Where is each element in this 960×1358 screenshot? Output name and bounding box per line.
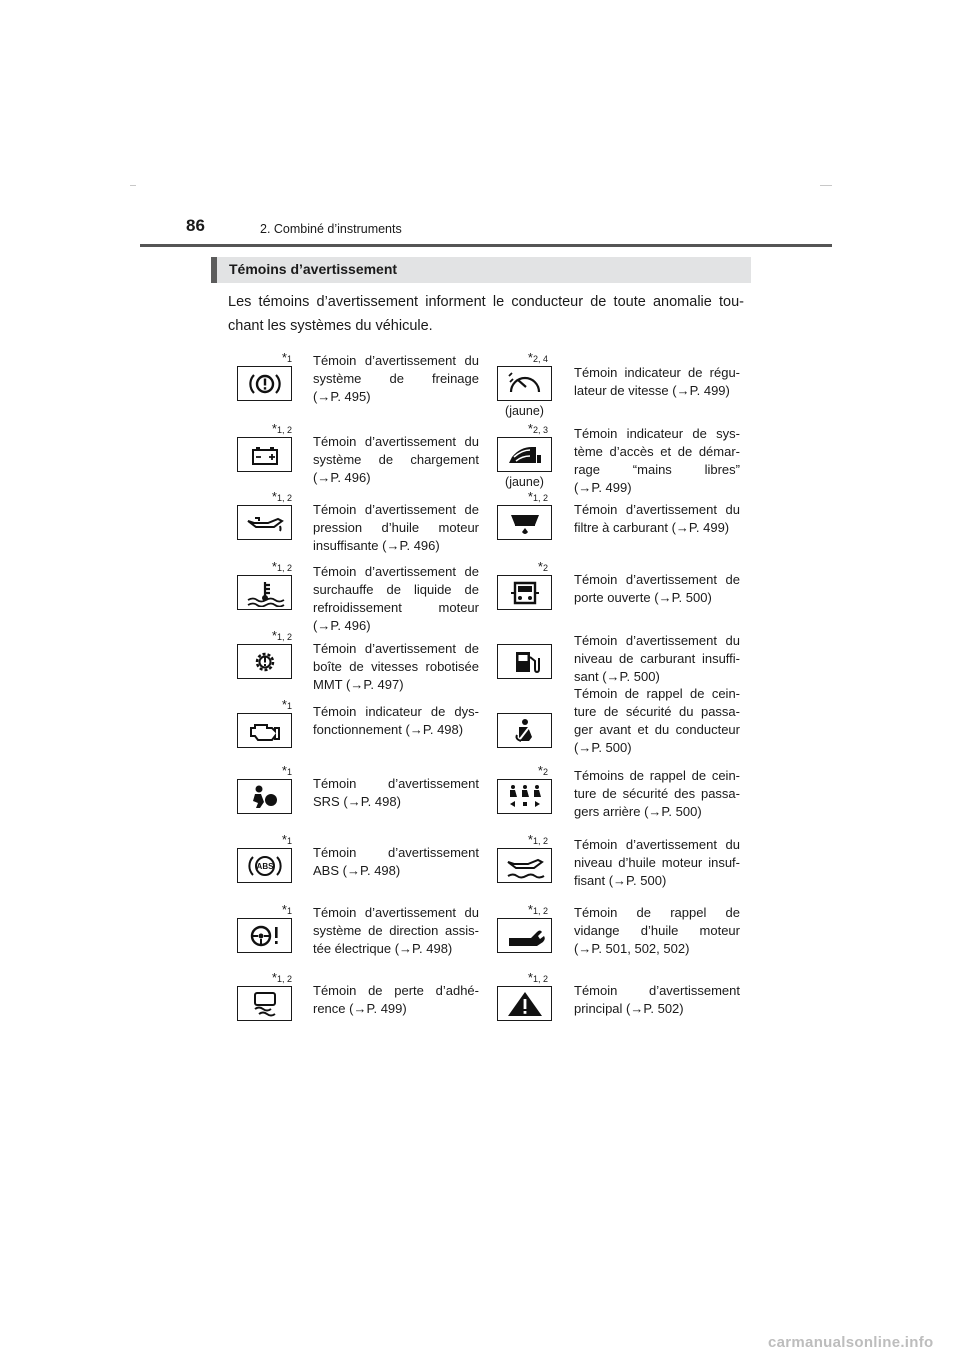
page-reference-link[interactable]: (→P. 498) — [343, 794, 401, 809]
footnote-numbers: 1, 2 — [276, 632, 292, 642]
description-text: Témoin d’avertissement du système de direction assis-tée électrique — [313, 905, 479, 956]
page-reference-link[interactable]: (→P. 499) — [672, 383, 730, 398]
warning-description — [313, 433, 479, 487]
check-engine-icon — [245, 717, 285, 745]
footnote-marker — [492, 559, 548, 574]
footnote-marker — [228, 832, 292, 847]
icon-frame — [237, 848, 292, 883]
icon-frame — [237, 918, 292, 953]
page-reference-link[interactable]: (→P. 500) — [608, 873, 667, 888]
page-reference-link[interactable]: (→P. 498) — [405, 722, 464, 737]
page-reference-link[interactable]: (→P. 496) — [382, 538, 440, 553]
description-text: Témoin d’avertissement du filtre à carburant — [574, 502, 740, 535]
icon-frame — [497, 713, 552, 748]
description-text: Témoin d’avertissement de pression d’huile moteur insuffisante — [313, 502, 479, 553]
footnote-numbers: 1, 2 — [532, 493, 548, 503]
footnote-asterisk: * — [527, 350, 533, 365]
page-reference-link[interactable]: (→P. 500) — [654, 590, 712, 605]
srs-airbag-icon — [245, 783, 285, 811]
svg-text:ABS: ABS — [256, 861, 273, 871]
footnote-numbers: 1, 2 — [276, 974, 292, 984]
footnote-marker — [228, 902, 292, 917]
warning-description — [574, 685, 740, 757]
footnote-asterisk: * — [281, 902, 287, 917]
warning-description — [574, 632, 740, 686]
description-text: Témoin d’avertissement du niveau d’huile moteur insuf-fisant — [574, 837, 740, 888]
footnote-numbers: 1, 2 — [276, 425, 292, 435]
warning-description — [574, 904, 740, 958]
footnote-marker — [228, 697, 292, 712]
warning-description — [574, 501, 740, 537]
warning-description — [313, 775, 479, 811]
description-text: Témoin indicateur de régu-lateur de vitesse — [574, 365, 740, 398]
warning-description — [313, 640, 479, 694]
intro-paragraph: Les témoins d’avertissement informent le conducteur de toute anomalie tou-chant les systèmes du véhicule. — [228, 294, 744, 334]
footnote-marker — [492, 832, 548, 847]
footnote-marker — [228, 421, 292, 436]
icon-frame — [497, 986, 552, 1021]
footnote-marker — [228, 628, 292, 643]
warning-description — [574, 571, 740, 607]
footnote-marker — [228, 970, 292, 985]
warning-description — [574, 767, 740, 821]
icon-frame — [237, 505, 292, 540]
footnote-asterisk: * — [271, 559, 277, 574]
description-text: Témoin d’avertissement SRS — [313, 776, 479, 809]
open-door-icon — [505, 579, 545, 607]
footnote-marker — [492, 489, 548, 504]
warning-description — [574, 364, 740, 400]
icon-frame — [237, 779, 292, 814]
oil-pressure-icon — [245, 509, 285, 537]
footnote-marker — [228, 350, 292, 365]
description-text: Témoin indicateur de dys-fonctionnement — [313, 704, 479, 737]
description-text: Témoin indicateur de sys-tème d’accès et de démar-rage “mains libres” — [574, 426, 740, 477]
oil-maintenance-icon — [505, 922, 545, 950]
footnote-marker — [492, 970, 548, 985]
crop-mark-left — [130, 185, 136, 186]
footnote-numbers: 2, 3 — [532, 425, 548, 435]
page-reference-link[interactable]: (→P. 500) — [644, 804, 702, 819]
icon-frame — [237, 437, 292, 472]
footnote-numbers: 1, 2 — [532, 974, 548, 984]
description-text: Témoin d’avertissement du niveau de carburant insuffi-sant — [574, 633, 740, 684]
icon-color-note: (jaune) — [505, 475, 544, 489]
footnote-numbers: 1, 2 — [532, 906, 548, 916]
page-reference-link[interactable]: (→P. 502) — [626, 1001, 684, 1016]
coolant-temperature-icon — [245, 579, 285, 607]
footnote-asterisk: * — [281, 763, 287, 778]
crop-mark-right — [820, 185, 832, 186]
description-text: Témoin d’avertissement du système de chargement — [313, 434, 479, 467]
description-text: Témoin de rappel de cein-ture de sécurité du passa-ger avant et du conducteur — [574, 686, 740, 737]
icon-frame — [497, 505, 552, 540]
abs-icon — [245, 852, 285, 880]
footnote-asterisk: * — [527, 489, 533, 504]
icon-frame — [497, 575, 552, 610]
footnote-asterisk: * — [271, 628, 277, 643]
description-text: Témoin d’avertissement du système de freinage — [313, 353, 479, 386]
page-reference-link[interactable]: (→P. 500) — [574, 740, 632, 755]
footnote-marker — [492, 350, 548, 365]
warning-description — [574, 836, 740, 890]
warning-description — [313, 703, 479, 739]
transmission-gear-icon — [245, 648, 285, 676]
master-warning-icon — [505, 990, 545, 1018]
rear-seatbelt-icon — [505, 783, 545, 811]
footnote-numbers: 2 — [542, 563, 548, 573]
page-reference-link[interactable]: (→P. 495) — [313, 389, 371, 404]
footnote-marker — [492, 763, 548, 778]
header-rule — [140, 244, 832, 247]
description-text: Témoin d’avertissement de surchauffe de liquide de refroidissement moteur — [313, 564, 479, 615]
footnote-asterisk: * — [271, 421, 277, 436]
footnote-numbers: 1, 2 — [276, 493, 292, 503]
power-steering-icon — [245, 922, 285, 950]
footnote-numbers: 1 — [286, 906, 292, 916]
footnote-asterisk: * — [271, 489, 277, 504]
description-text: Témoin d’avertissement ABS — [313, 845, 479, 878]
footnote-numbers: 1 — [286, 767, 292, 777]
footnote-asterisk: * — [271, 970, 277, 985]
section-header — [211, 257, 751, 283]
battery-charging-icon — [245, 441, 285, 469]
footnote-asterisk: * — [527, 421, 533, 436]
footnote-numbers: 1 — [286, 836, 292, 846]
icon-frame — [497, 644, 552, 679]
brake-warning-icon — [245, 370, 285, 398]
low-fuel-icon — [505, 648, 545, 676]
icon-frame — [497, 848, 552, 883]
cruise-control-icon — [505, 370, 545, 398]
footnote-numbers: 2, 4 — [532, 354, 548, 364]
page-number: 86 — [186, 216, 205, 235]
footnote-marker — [228, 559, 292, 574]
page-reference-link[interactable]: (→P. 498) — [394, 941, 453, 956]
watermark: carmanualsonline.info — [768, 1334, 934, 1351]
page-reference-link[interactable]: (→P. 499) — [574, 480, 632, 495]
icon-frame — [237, 713, 292, 748]
warning-description — [313, 352, 479, 406]
description-text: Témoin d’avertissement de boîte de vitesses robotisée MMT — [313, 641, 479, 692]
footnote-asterisk: * — [281, 697, 287, 712]
chapter-title: 2. Combiné d’instruments — [260, 222, 402, 236]
warning-description — [574, 425, 740, 497]
page-reference-link[interactable]: (→P. 501, 502, 502) — [574, 941, 690, 956]
smart-key-icon — [505, 441, 545, 469]
page-reference-link[interactable]: (→P. 498) — [342, 863, 401, 878]
description-text: Témoins de rappel de cein-ture de sécurité des passa-gers arrière — [574, 768, 740, 819]
icon-frame — [497, 779, 552, 814]
warning-description — [313, 982, 479, 1018]
seatbelt-reminder-icon — [505, 717, 545, 745]
description-text: Témoin de perte d’adhé-rence — [313, 983, 479, 1016]
footnote-asterisk: * — [537, 763, 543, 778]
icon-frame — [497, 366, 552, 401]
icon-frame — [237, 986, 292, 1021]
low-oil-level-icon — [505, 852, 545, 880]
footnote-marker — [228, 763, 292, 778]
footnote-marker — [228, 489, 292, 504]
icon-frame — [237, 575, 292, 610]
footnote-marker — [492, 421, 548, 436]
footnote-asterisk: * — [537, 559, 543, 574]
footnote-asterisk: * — [281, 832, 287, 847]
page-reference-link[interactable]: (→P. 497) — [346, 677, 404, 692]
footnote-numbers: 1 — [286, 354, 292, 364]
page-reference-link[interactable]: (→P. 496) — [313, 470, 371, 485]
footnote-asterisk: * — [527, 970, 533, 985]
warning-description — [574, 982, 740, 1018]
page-reference-link[interactable]: (→P. 500) — [602, 669, 660, 684]
icon-frame — [497, 918, 552, 953]
page-reference-link[interactable]: (→P. 496) — [313, 618, 371, 633]
footnote-numbers: 2 — [542, 767, 548, 777]
footnote-numbers: 1, 2 — [276, 563, 292, 573]
description-text: Témoin d’avertissement de porte ouverte — [574, 572, 740, 605]
footnote-marker — [492, 902, 548, 917]
description-text: Témoin d’avertissement principal — [574, 983, 740, 1016]
footnote-numbers: 1 — [286, 701, 292, 711]
icon-color-note: (jaune) — [505, 404, 544, 418]
footnote-numbers: 1, 2 — [532, 836, 548, 846]
section-title: Témoins d’avertissement — [229, 261, 398, 277]
warning-description — [313, 844, 479, 880]
icon-frame — [237, 644, 292, 679]
page-reference-link[interactable]: (→P. 499) — [671, 520, 730, 535]
icon-frame — [497, 437, 552, 472]
footnote-asterisk: * — [527, 832, 533, 847]
footnote-asterisk: * — [527, 902, 533, 917]
description-text: Témoin de rappel de vidange d’huile moteur — [574, 905, 740, 938]
page-reference-link[interactable]: (→P. 499) — [349, 1001, 407, 1016]
warning-description — [313, 501, 479, 555]
warning-description — [313, 563, 479, 635]
fuel-filter-icon — [505, 509, 545, 537]
icon-frame — [237, 366, 292, 401]
slip-indicator-icon — [245, 990, 285, 1018]
footnote-asterisk: * — [281, 350, 287, 365]
warning-description — [313, 904, 479, 958]
